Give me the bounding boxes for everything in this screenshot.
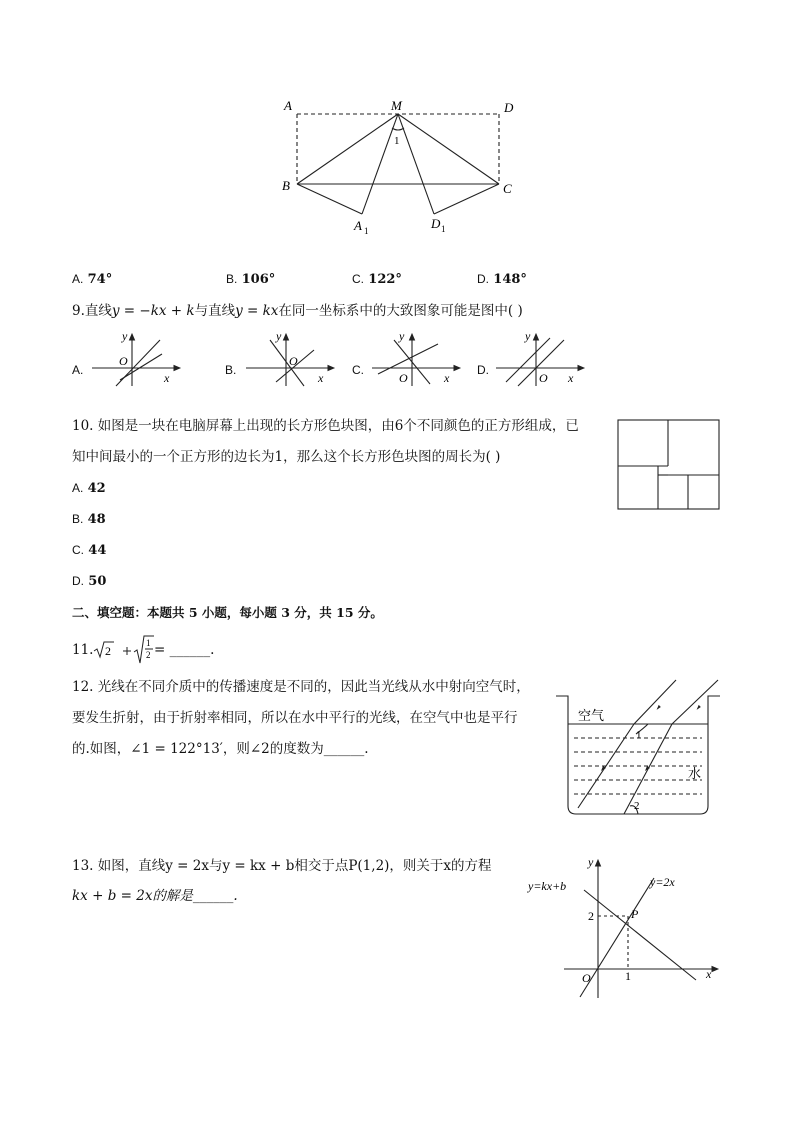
q13-graph-figure bbox=[524, 852, 724, 1002]
q8-label-B: B bbox=[282, 178, 290, 193]
q9-graph-b-o: O bbox=[289, 354, 298, 368]
q8-label-C: C bbox=[503, 181, 512, 196]
q10-line-1: 10. 如图是一块在电脑屏幕上出现的长方形色块图，由6个不同颜色的正方形组成，已 bbox=[72, 418, 579, 434]
q12-angle1-label: 1 bbox=[636, 729, 642, 741]
q9-graph-d-x: x bbox=[568, 371, 574, 385]
q8-figure bbox=[270, 90, 530, 240]
q10-option-d: D. 50 bbox=[72, 574, 107, 589]
q9-graph-a-o: O bbox=[119, 354, 128, 368]
q13-label-o: O bbox=[582, 971, 591, 985]
q13-label-p: P bbox=[631, 907, 639, 921]
q8-label-D: D bbox=[504, 100, 514, 115]
q10-option-a: A. 42 bbox=[72, 481, 106, 496]
q9-graph-d-o: O bbox=[539, 371, 548, 385]
q9-graph-c-label: C. bbox=[352, 363, 364, 377]
q9-graph-d-label: D. bbox=[477, 363, 489, 377]
q8-option-b: B. 106° bbox=[226, 272, 276, 287]
q10-option-c: C. 44 bbox=[72, 543, 107, 558]
q9-graph-a bbox=[88, 328, 186, 388]
q9-graph-b-label: B. bbox=[225, 363, 237, 377]
q11-question: 11. bbox=[72, 642, 94, 658]
q9-graph-b-x: x bbox=[318, 371, 324, 385]
q9-graph-c-x: x bbox=[444, 371, 450, 385]
q8-label-A: A bbox=[284, 98, 292, 113]
q8-option-a: A. 74° bbox=[72, 272, 113, 287]
q10-option-b: B. 48 bbox=[72, 512, 106, 527]
q8-option-d: D. 148° bbox=[477, 272, 527, 287]
q9-graph-b-y: y bbox=[276, 329, 282, 343]
q12-line-3: 的.如图，∠1 = 122°13′，则∠2的度数为______. bbox=[72, 741, 369, 757]
svg-text:2: 2 bbox=[146, 650, 151, 660]
q12-angle2-label: 2 bbox=[634, 800, 640, 812]
q8-label-D1-sub: 1 bbox=[441, 224, 446, 234]
q8-label-A1-sub: 1 bbox=[364, 226, 369, 236]
q10-rectangle-figure bbox=[617, 419, 721, 511]
q8-label-M: M bbox=[391, 98, 402, 113]
q13-line-1: 13. 如图，直线y = 2x与y = kx + b相交于点P(1,2)，则关于x的方程 bbox=[72, 858, 492, 874]
svg-text:1: 1 bbox=[146, 638, 151, 648]
q12-water-label: 水 bbox=[688, 766, 702, 781]
section-heading-fill-in: 二、填空题：本题共 5 小题，每小题 3 分，共 15 分。 bbox=[72, 605, 383, 620]
q9-graph-a-x: x bbox=[164, 371, 170, 385]
q12-line-2: 要发生折射，由于折射率相同，所以在水中平行的光线，在空气中也是平行 bbox=[72, 710, 518, 726]
q13-label-2: 2 bbox=[588, 909, 594, 923]
q13-label-x: x bbox=[706, 967, 712, 981]
q13-label-kxb: y=kx+b bbox=[528, 879, 567, 893]
q9-graph-a-label: A. bbox=[72, 363, 84, 377]
q12-refraction-figure bbox=[552, 676, 728, 818]
q9-graph-c bbox=[368, 328, 466, 388]
q10-line-2: 知中间最小的一个正方形的边长为1，那么这个长方形色块图的周长为( ) bbox=[72, 449, 501, 465]
q12-line-1: 12. 光线在不同介质中的传播速度是不同的，因此当光线从水中射向空气时， bbox=[72, 679, 530, 695]
q9-graph-b bbox=[242, 328, 340, 388]
q9-question: 9.直线y = −kx + k与直线y = kx在同一坐标系中的大致图象可能是图中( ) bbox=[72, 303, 523, 319]
q13-label-2x: y=2x bbox=[650, 875, 675, 889]
q11-math-expression bbox=[92, 632, 160, 666]
q8-label-D1: D bbox=[431, 216, 441, 231]
q8-label-angle1: 1 bbox=[394, 135, 400, 147]
q13-label-y: y bbox=[588, 855, 594, 869]
q11-answer-blank: = ______. bbox=[154, 642, 215, 658]
q9-graph-d bbox=[492, 328, 590, 388]
svg-text:2: 2 bbox=[105, 644, 111, 658]
q9-graph-d-y: y bbox=[525, 329, 531, 343]
q9-graph-c-o: O bbox=[399, 371, 408, 385]
q13-line-2: kx + b = 2x的解是______. bbox=[72, 888, 238, 904]
q13-label-1: 1 bbox=[625, 969, 631, 983]
q9-graph-a-y: y bbox=[122, 329, 128, 343]
q9-graph-c-y: y bbox=[399, 329, 405, 343]
q8-label-A1: A bbox=[354, 218, 362, 233]
q12-air-label: 空气 bbox=[578, 708, 605, 723]
q8-option-c: C. 122° bbox=[352, 272, 402, 287]
